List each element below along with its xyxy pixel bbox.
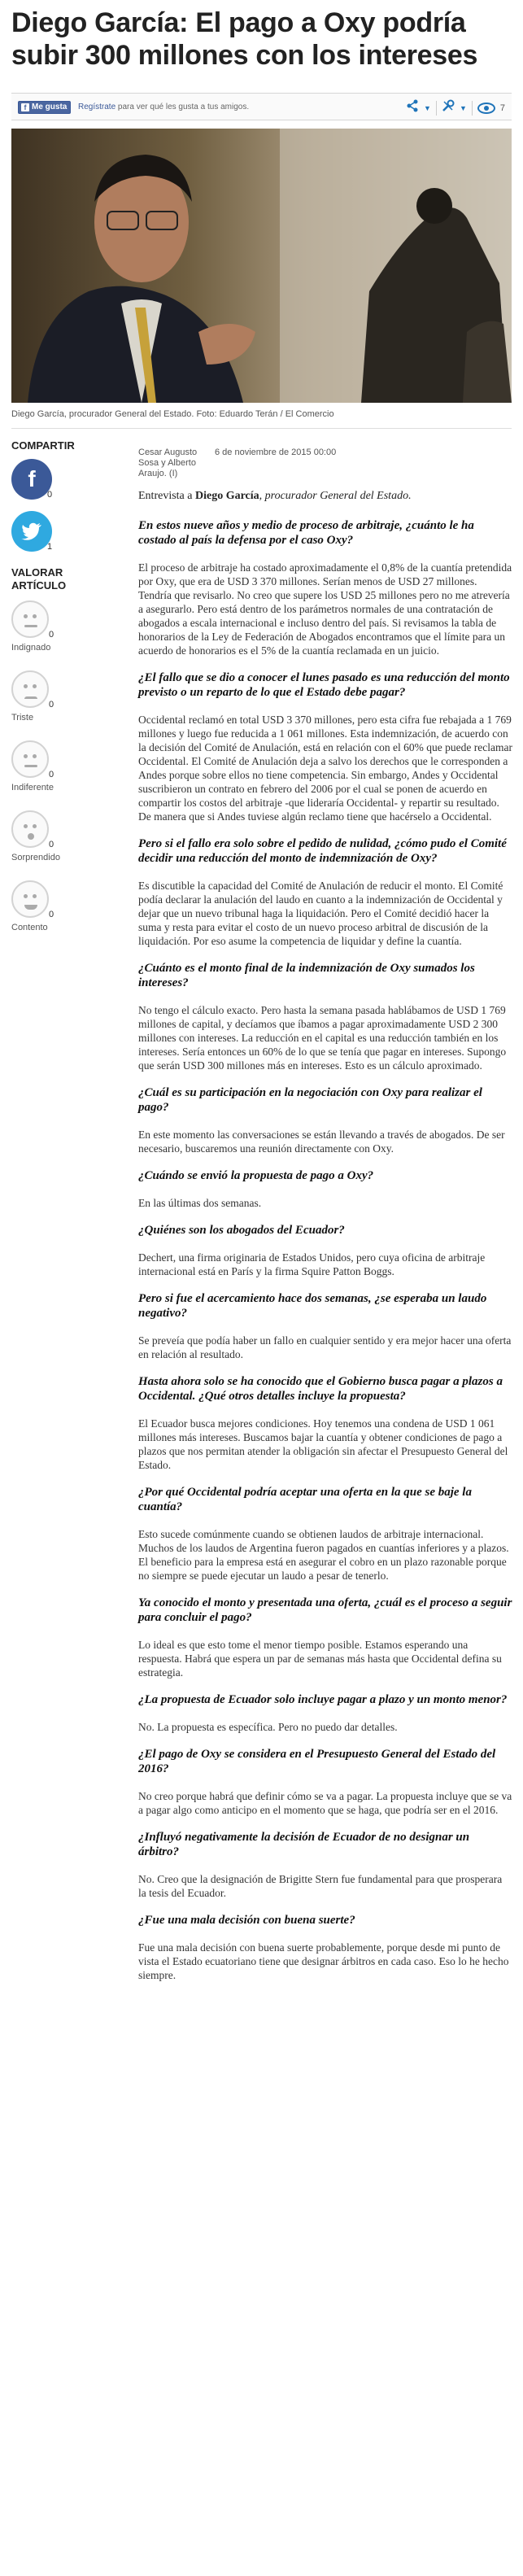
neutral-face-icon[interactable] (11, 740, 49, 778)
facebook-icon: f (21, 103, 29, 111)
vote-sorprendido[interactable] (11, 810, 101, 872)
answer: Esto sucede comúnmente cuando se obtienen laudos de arbitraje internacional. Muchos de los laudos de Argentina fueron pagados en cuantías inferiores y a plazos. El beneficio para la empresa está en asegurar el cobro en un plazo razonable porque no siempre se puede ejecutar un laudo a pesar de tenerlo. (138, 1528, 509, 1582)
vote-label: Contento (11, 923, 48, 932)
question: ¿Cuándo se envió la propuesta de pago a Oxy? (138, 1169, 374, 1182)
question: ¿Quiénes son los abogados del Ecuador? (138, 1224, 345, 1237)
byline (138, 448, 512, 479)
vote-indignado[interactable] (11, 600, 101, 662)
question: ¿Cuál es su participación en la negociación con Oxy para realizar el pago? (138, 1086, 482, 1114)
share-caret-icon[interactable]: ▼ (424, 103, 431, 112)
register-rest: para ver qué les gusta a tus amigos. (115, 103, 250, 111)
question: ¿Cuánto es el monto final de la indemnización de Oxy sumados los intereses? (138, 962, 475, 989)
question: ¿Por qué Occidental podría aceptar una oferta en la que se baje la cuantía? (138, 1486, 472, 1513)
lead-paragraph (138, 489, 512, 504)
answer: En las últimas dos semanas. (138, 1197, 262, 1209)
lead-role: , procurador General del Estado. (259, 490, 412, 502)
question: Pero si fue el acercamiento hace dos semanas, ¿se esperaba un laudo negativo? (138, 1292, 487, 1320)
facebook-register-text (78, 103, 249, 111)
qa-block (138, 518, 512, 657)
question: ¿El pago de Oxy se considera en el Presupuesto General del Estado del 2016? (138, 1748, 496, 1775)
answer: Dechert, una firma originaria de Estados Unidos, pero cuya oficina de arbitraje internacional está en París y la firma Squire Patton Boggs. (138, 1251, 486, 1277)
toolbar-divider (472, 101, 473, 116)
like-label: Me gusta (32, 103, 68, 111)
vote-label: Indiferente (11, 783, 54, 792)
lead-name: Diego García (194, 490, 259, 502)
tools-caret-icon[interactable]: ▼ (459, 103, 467, 112)
eye-icon (477, 103, 495, 114)
vote-count: 0 (49, 770, 54, 779)
qa-block (138, 836, 512, 948)
rate-title: VALORAR ARTÍCULO (11, 566, 67, 592)
answer: Se preveía que podía haber un fallo en cualquier sentido y era mejor hacer una oferta en relación al resultado. (138, 1334, 512, 1360)
vote-label: Sorprendido (11, 853, 60, 862)
answer: El proceso de arbitraje ha costado aproximadamente el 0,8% de la cuantía pretendida por Oxy, que era de USD 3 370 millones. Serían menos de USD 27 millones. Tendría que revisarlo. No creo que supere los USD 25 millones pero no me atrevería a asegurarlo. Pero está dentro de los parámetros normales de una contratación de abogados a escala internacional e incluso dentro del país. Si revisamos la tabla de honorarios de la Ley de Federación de Abogados encontramos que el límite para un acuerdo de honorarios es el 5% de la cuantía reclamada en un juicio. (138, 561, 512, 657)
question: ¿Influyó negativamente la decisión de Ecuador de no designar un árbitro? (138, 1831, 470, 1858)
vote-label: Indignado (11, 643, 51, 653)
qa-block (138, 1913, 512, 1982)
question: Pero si el fallo era solo sobre el pedido de nulidad, ¿cómo pudo el Comité decidir una reducción del monto de indemnización de Oxy? (138, 837, 507, 865)
publish-date: 6 de noviembre de 2015 00:00 (215, 448, 337, 457)
qa-block (138, 1374, 512, 1472)
social-toolbar (11, 93, 512, 120)
question: En estos nueve años y medio de proceso de arbitraje, ¿cuánto le ha costado al país la defensa por el caso Oxy? (138, 519, 474, 547)
angry-face-icon[interactable] (11, 600, 49, 638)
toolbar-divider (436, 101, 437, 116)
qa-block (138, 670, 512, 823)
answer: No. Creo que la designación de Brigitte Stern fue fundamental para que prosperara la tesis del Ecuador. (138, 1873, 503, 1899)
qa-block (138, 1223, 512, 1278)
qa-block (138, 1830, 512, 1900)
register-link[interactable]: Regístrate (78, 103, 116, 111)
facebook-share[interactable] (11, 459, 57, 504)
article-body (138, 448, 512, 1995)
photo-caption: Diego García, procurador General del Estado. Foto: Eduardo Terán / El Comercio (11, 409, 334, 419)
qa-block (138, 1085, 512, 1155)
answer: No. La propuesta es específica. Pero no puedo dar detalles. (138, 1721, 398, 1733)
qa-block (138, 1692, 512, 1734)
article-headline: Diego García: El pago a Oxy podría subir 300 millones con los intereses (11, 7, 478, 71)
divider (11, 428, 512, 429)
vote-count: 0 (49, 630, 54, 640)
qa-block (138, 961, 512, 1072)
share-icon[interactable] (406, 99, 419, 116)
vote-count: 0 (49, 700, 54, 709)
surprised-face-icon[interactable] (11, 810, 49, 848)
qa-block (138, 1291, 512, 1361)
qa-block (138, 1485, 512, 1583)
vote-contento[interactable] (11, 880, 101, 942)
question: Hasta ahora solo se ha conocido que el Gobierno busca pagar a plazos a Occidental. ¿Qué otros detalles incluye la propuesta? (138, 1375, 503, 1403)
vote-label: Triste (11, 713, 34, 723)
facebook-share-count: 0 (47, 490, 53, 500)
qa-block (138, 1168, 512, 1210)
answer: Lo ideal es que esto tome el menor tiempo posible. Estamos esperando una respuesta. Habrá que espera un par de semanas más hasta que Occidental defina su estrategia. (138, 1639, 502, 1679)
article-sidebar (11, 439, 101, 942)
tools-icon[interactable] (442, 99, 455, 116)
answer: Es discutible la capacidad del Comité de Anulación de reducir el monto. El Comité podía declarar la anulación del laudo en cuanto a la indemnización de Occidental y dejar que un nuevo tribunal haga la liquidación. Pero el Comité decidió hacer la suma y resta para evitar el costo de un nuevo proceso arbitral de discusión de la liquidación. Por eso asume la competencia de liquidar y define la cuantía. (138, 880, 503, 947)
answer: El Ecuador busca mejores condiciones. Hoy tenemos una condena de USD 1 061 millones más intereses. Buscamos bajar la cuantía y obtener condiciones de pago a plazos que nos permitan atender la obligación sin afectar el Presupuesto General del Estado. (138, 1417, 508, 1471)
photo-illustration (11, 129, 512, 403)
happy-face-icon[interactable] (11, 880, 49, 918)
answer: Fue una mala decisión con buena suerte probablemente, porque desde mi punto de vista el Estado ecuatoriano tiene que designar árbitros en cada caso. Eso lo he hecho siempre. (138, 1941, 509, 1981)
question: Ya conocido el monto y presentada una oferta, ¿cuál es el proceso a seguir para concluir el pago? (138, 1596, 512, 1624)
vote-count: 0 (49, 910, 54, 919)
answer: En este momento las conversaciones se están llevando a través de abogados. De ser necesario, buscaremos una reunión directamente con Oxy. (138, 1129, 505, 1155)
vote-indiferente[interactable] (11, 740, 101, 802)
question: ¿Fue una mala decisión con buena suerte? (138, 1914, 355, 1927)
authors: Cesar Augusto Sosa y Alberto Araujo. (I) (138, 448, 198, 478)
lead-prefix: Entrevista a (138, 490, 195, 502)
facebook-like-button[interactable] (18, 101, 71, 114)
facebook-share-icon[interactable]: f (11, 459, 52, 500)
qa-block (138, 1596, 512, 1679)
views-count: 7 (499, 103, 505, 113)
qa-block (138, 1747, 512, 1817)
question: ¿La propuesta de Ecuador solo incluye pagar a plazo y un monto menor? (138, 1693, 508, 1706)
vote-triste[interactable] (11, 670, 101, 732)
twitter-share-icon[interactable] (11, 511, 52, 552)
share-title: COMPARTIR (11, 439, 75, 452)
sad-face-icon[interactable] (11, 670, 49, 708)
article-photo (11, 129, 512, 403)
question: ¿El fallo que se dio a conocer el lunes pasado es una reducción del monto previsto o un reparto de lo que el Estado debe pagar? (138, 671, 510, 699)
answer: No creo porque habrá que definir cómo se va a pagar. La propuesta incluye que se va a pagar algo como anticipo en el momento que se haga, que podría ser en el 2016. (138, 1790, 512, 1816)
answer: No tengo el cálculo exacto. Pero hasta la semana pasada hablábamos de USD 1 769 millones de capital, y decíamos que íbamos a pagar aproximadamente USD 2 300 millones con intereses. La reducción en el capital es una reducción también en los intereses. Sería entonces un 60% de lo que se tenía que pagar en intereses. Supongo que serán USD 300 millones más en intereses. Esto es un cálculo aproximado. (138, 1004, 507, 1072)
twitter-share-count: 1 (47, 542, 53, 552)
article-tools (406, 99, 505, 116)
vote-count: 0 (49, 840, 54, 849)
answer: Occidental reclamó en total USD 3 370 millones, pero esta cifra fue rebajada a 1 769 millones y luego fue reducida a 1 061 millones. Esta indemnización, de acuerdo con la decisión del Comité de Anulación, está en relación con el 60% que puede reclamar Occidental. El Comité de Anulación deja a salvo los derechos que le corresponden a Andes porque sobre ellos no tiene competencia. Sin embargo, Andes y Occidental suscribieron un contrato en febrero del 2006 por el cual se ponen de acuerdo en compartir los costos del arbitraje -que lideraría Occidental- y repartir su resultado. De manera que si Andes tuviese algún reclamo tiene que hacérselo a Occidental. (138, 714, 512, 823)
twitter-share[interactable] (11, 511, 57, 557)
